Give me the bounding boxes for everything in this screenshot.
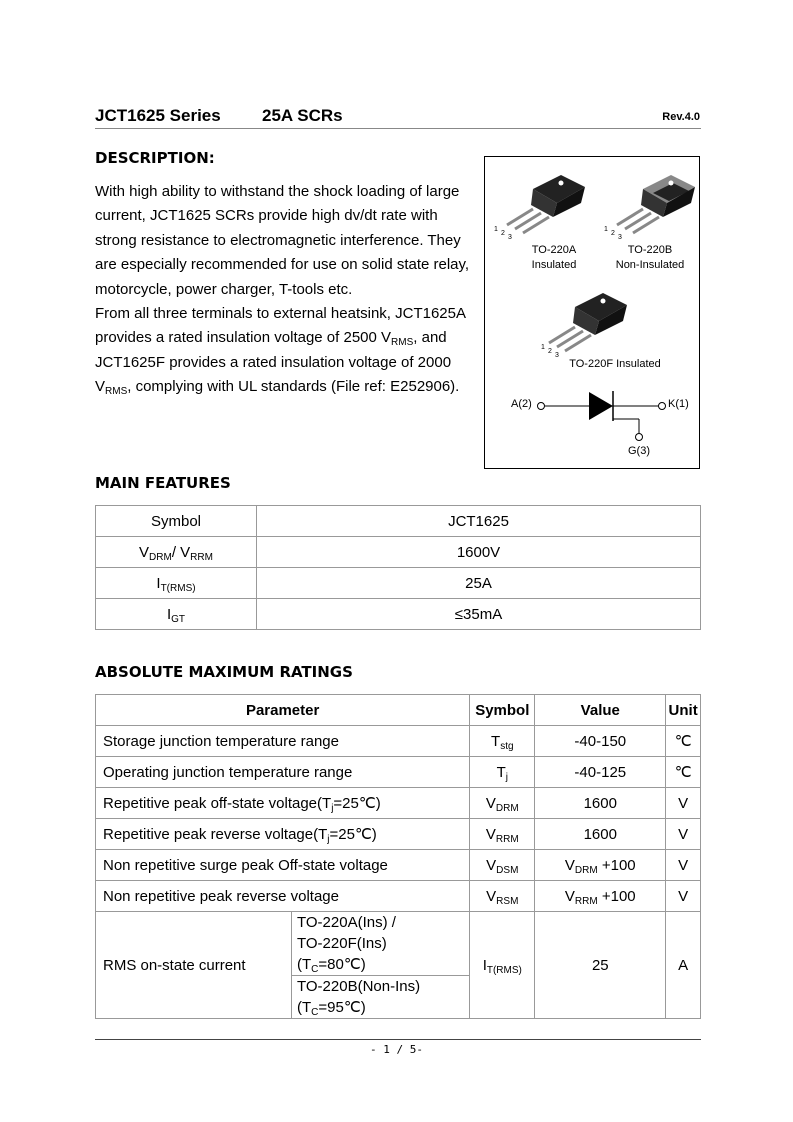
param-cell: Non repetitive surge peak Off-state voltage — [96, 850, 470, 881]
table-row — [96, 599, 701, 630]
param-cell: Operating junction temperature range — [96, 757, 470, 788]
value-cell: -40-125 — [535, 757, 666, 788]
symbol-cell: $I_{T(RMS)}$ — [96, 568, 257, 599]
table-row — [96, 726, 701, 757]
value-cell: ≤35mA — [257, 599, 701, 630]
pin-number: 1 — [604, 226, 608, 233]
pin-number: 2 — [611, 230, 615, 237]
symbol-cell: $V_{RRM}$ — [470, 819, 535, 850]
description-heading: DESCRIPTION: — [95, 149, 215, 167]
param-cell: Non repetitive peak reverse voltage — [96, 881, 470, 912]
value-cell: 25 — [535, 912, 666, 1019]
table-header-cell: Symbol — [470, 695, 535, 726]
to220a-label: TO-220A Insulated — [531, 244, 577, 271]
table-header-cell: Unit — [666, 695, 701, 726]
table-row — [96, 881, 701, 912]
to220b-package-icon — [617, 175, 695, 233]
pin-number: 1 — [494, 226, 498, 233]
abs-max-heading: ABSOLUTE MAXIMUM RATINGS — [95, 663, 353, 681]
table-row — [96, 788, 701, 819]
value-cell: 1600 — [535, 819, 666, 850]
pin-number: 1 — [541, 344, 545, 351]
abs-max-table — [95, 694, 701, 1019]
symbol-cell: $I_{T(RMS)}$ — [470, 912, 535, 1019]
cathode-label: K(1) — [668, 398, 689, 410]
table-row — [96, 568, 701, 599]
value-cell: $V_{DRM} +100$ — [535, 850, 666, 881]
value-cell: 1600 — [535, 788, 666, 819]
main-features-heading: MAIN FEATURES — [95, 474, 231, 492]
to220b-label: TO-220B Non-Insulated — [615, 244, 685, 271]
table-row — [96, 537, 701, 568]
value-cell: -40-150 — [535, 726, 666, 757]
revision-label: Rev.4.0 — [662, 111, 700, 123]
table-row — [96, 506, 701, 537]
unit-cell: V — [666, 850, 701, 881]
scr-symbol-icon — [538, 391, 666, 441]
main-features-table — [95, 505, 701, 630]
to220f-label: TO-220F Insulated — [569, 358, 661, 370]
unit-cell: ℃ — [666, 726, 701, 757]
pin-number: 3 — [618, 234, 622, 241]
pin-number: 2 — [501, 230, 505, 237]
pin-number: 2 — [548, 348, 552, 355]
table-row — [96, 757, 701, 788]
param-cell: Repetitive peak reverse $voltage(T_j=25℃)$ — [96, 819, 470, 850]
unit-cell: A — [666, 912, 701, 1019]
value-cell: 1600V — [257, 537, 701, 568]
series-title: JCT1625 Series — [95, 106, 221, 125]
product-subtitle: 25A SCRs — [262, 106, 343, 125]
table-row — [96, 695, 701, 726]
unit-cell: V — [666, 881, 701, 912]
symbol-cell: $I_{GT}$ — [96, 599, 257, 630]
table-header-cell: JCT1625 — [257, 506, 701, 537]
table-header-cell: Symbol — [96, 506, 257, 537]
package-figure — [484, 156, 700, 469]
table-row — [96, 819, 701, 850]
header-rule — [95, 128, 701, 129]
table-row — [96, 850, 701, 881]
symbol-cell: $T_j$ — [470, 757, 535, 788]
symbol-cell: $V_{DRM}$ — [470, 788, 535, 819]
description-text — [95, 180, 475, 400]
gate-label: G(3) — [628, 445, 650, 457]
table-header-cell: Value — [535, 695, 666, 726]
param-cell: Repetitive peak off-state $voltage(T_j=25℃)$ — [96, 788, 470, 819]
footer-rule — [95, 1039, 701, 1040]
param-cell: RMS on-state current — [96, 912, 292, 1019]
unit-cell: ℃ — [666, 757, 701, 788]
symbol-cell: $V_{DSM}$ — [470, 850, 535, 881]
unit-cell: V — [666, 819, 701, 850]
value-cell: 25A — [257, 568, 701, 599]
table-row — [96, 912, 701, 976]
table-header-cell: Parameter — [96, 695, 470, 726]
symbol-cell: $V_{RSM}$ — [470, 881, 535, 912]
condition-cell: TO-220A(Ins) / TO-220F(Ins) $(T_C=80℃)$ — [292, 912, 470, 976]
value-cell: $V_{RRM} +100$ — [535, 881, 666, 912]
param-cell: Storage junction temperature range — [96, 726, 470, 757]
page-number: - 1 / 5- — [370, 1043, 423, 1056]
package-drawings — [485, 157, 699, 468]
description-paragraph-1: With high ability to withstand the shock loading of large current, JCT1625 SCRs provide high dv/dt rate with strong resistance to electromagnetic interference. They are especially recommended for use on solid state relay, motorcycle, power charger, T-tools etc. — [95, 183, 470, 298]
symbol-cell: $T_{stg}$ — [470, 726, 535, 757]
condition-cell: TO-220B(Non-Ins) $(T_C=95℃)$ — [292, 976, 470, 1019]
description-paragraph-2: From all three terminals to external heatsink, JCT1625A provides a rated insulation voltage of 2500 $V_{RMS}$, and JCT1625F provides a rated insulation voltage of 2000 $V_{RMS}$, complying with UL standards (File ref: E252906). — [95, 305, 466, 398]
to220f-package-icon — [549, 293, 627, 351]
anode-label: A(2) — [511, 398, 532, 410]
pin-number: 3 — [508, 234, 512, 241]
pin-number: 3 — [555, 352, 559, 359]
unit-cell: V — [666, 788, 701, 819]
symbol-cell: $V_{DRM}/$ $V_{RRM}$ — [96, 537, 257, 568]
to220a-package-icon — [507, 175, 585, 233]
